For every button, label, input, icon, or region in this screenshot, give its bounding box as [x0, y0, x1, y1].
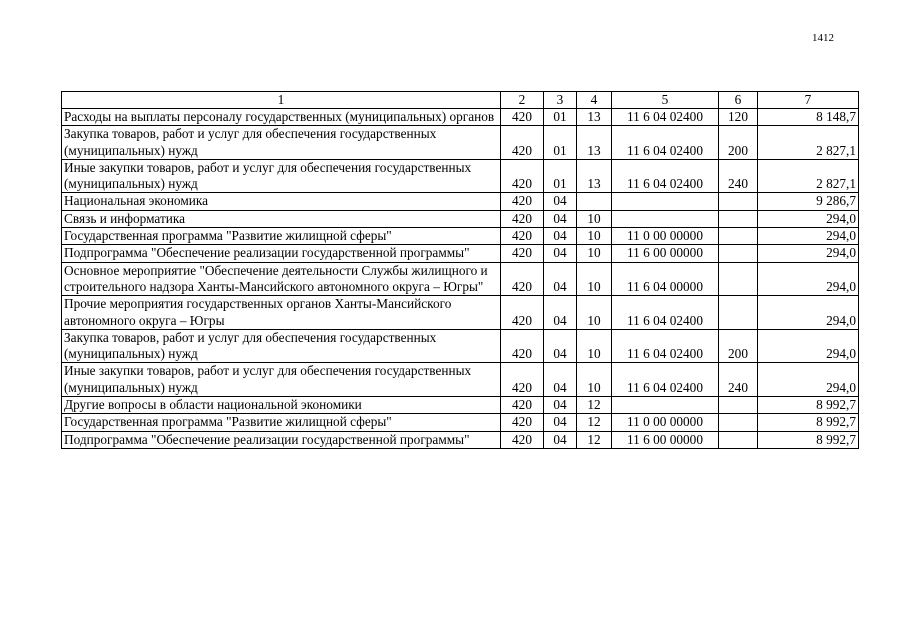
- row-ved-cell: 420: [501, 159, 544, 193]
- row-sum-cell: 9 286,7: [758, 193, 859, 210]
- header-cell: 7: [758, 92, 859, 109]
- row-rz-cell: 04: [544, 329, 577, 363]
- row-pr-cell: 10: [577, 228, 612, 245]
- table-row: [62, 193, 859, 210]
- row-rz-cell: 04: [544, 363, 577, 397]
- row-ved-cell: 420: [501, 329, 544, 363]
- row-sum-cell: 294,0: [758, 363, 859, 397]
- row-rz-cell: 01: [544, 109, 577, 126]
- row-ved-cell: 420: [501, 363, 544, 397]
- row-vr-cell: 120: [719, 109, 758, 126]
- row-pr-cell: 10: [577, 245, 612, 262]
- row-rz-cell: 04: [544, 397, 577, 414]
- row-rz-cell: 01: [544, 159, 577, 193]
- row-csr-cell: [612, 397, 719, 414]
- header-cell: 5: [612, 92, 719, 109]
- header-cell: 6: [719, 92, 758, 109]
- row-vr-cell: 200: [719, 126, 758, 160]
- row-name-cell: Прочие мероприятия государственных органов Ханты-Мансийского автономного округа – Югры: [62, 296, 501, 330]
- row-rz-cell: 04: [544, 431, 577, 448]
- row-name-cell: Закупка товаров, работ и услуг для обеспечения государственных (муниципальных) нужд: [62, 126, 501, 160]
- header-cell: 2: [501, 92, 544, 109]
- row-sum-cell: 294,0: [758, 296, 859, 330]
- table-row: [62, 245, 859, 262]
- row-pr-cell: 13: [577, 159, 612, 193]
- row-sum-cell: 294,0: [758, 228, 859, 245]
- row-sum-cell: 294,0: [758, 329, 859, 363]
- row-sum-cell: 294,0: [758, 245, 859, 262]
- row-sum-cell: 8 992,7: [758, 414, 859, 431]
- row-vr-cell: 240: [719, 159, 758, 193]
- row-vr-cell: [719, 431, 758, 448]
- row-csr-cell: [612, 193, 719, 210]
- table-row: [62, 228, 859, 245]
- row-sum-cell: 294,0: [758, 262, 859, 296]
- table-row: [62, 210, 859, 227]
- row-rz-cell: 04: [544, 414, 577, 431]
- row-rz-cell: 04: [544, 296, 577, 330]
- row-pr-cell: [577, 193, 612, 210]
- row-name-cell: Подпрограмма "Обеспечение реализации государственной программы": [62, 431, 501, 448]
- row-vr-cell: [719, 210, 758, 227]
- row-ved-cell: 420: [501, 296, 544, 330]
- row-csr-cell: 11 0 00 00000: [612, 228, 719, 245]
- table-row: [62, 414, 859, 431]
- row-name-cell: Закупка товаров, работ и услуг для обеспечения государственных (муниципальных) нужд: [62, 329, 501, 363]
- table-row: [62, 296, 859, 330]
- row-pr-cell: 12: [577, 431, 612, 448]
- row-pr-cell: 13: [577, 126, 612, 160]
- row-vr-cell: [719, 414, 758, 431]
- row-vr-cell: [719, 296, 758, 330]
- row-pr-cell: 10: [577, 296, 612, 330]
- row-name-cell: Связь и информатика: [62, 210, 501, 227]
- header-cell: 4: [577, 92, 612, 109]
- row-pr-cell: 12: [577, 397, 612, 414]
- row-csr-cell: 11 6 04 00000: [612, 262, 719, 296]
- table-row: [62, 126, 859, 160]
- row-vr-cell: [719, 397, 758, 414]
- row-sum-cell: 2 827,1: [758, 159, 859, 193]
- row-sum-cell: 8 992,7: [758, 431, 859, 448]
- header-cell: 1: [62, 92, 501, 109]
- row-name-cell: Расходы на выплаты персоналу государственных (муниципальных) органов: [62, 109, 501, 126]
- row-pr-cell: 10: [577, 210, 612, 227]
- row-ved-cell: 420: [501, 397, 544, 414]
- row-sum-cell: 8 148,7: [758, 109, 859, 126]
- table-row: [62, 109, 859, 126]
- row-csr-cell: 11 6 04 02400: [612, 126, 719, 160]
- row-vr-cell: 200: [719, 329, 758, 363]
- row-vr-cell: [719, 262, 758, 296]
- row-rz-cell: 04: [544, 193, 577, 210]
- row-name-cell: Иные закупки товаров, работ и услуг для обеспечения государственных (муниципальных) нужд: [62, 159, 501, 193]
- row-name-cell: Государственная программа "Развитие жилищной сферы": [62, 414, 501, 431]
- table-row: [62, 397, 859, 414]
- row-ved-cell: 420: [501, 109, 544, 126]
- row-vr-cell: [719, 193, 758, 210]
- budget-table-body: [62, 92, 859, 449]
- row-pr-cell: 13: [577, 109, 612, 126]
- table-row: [62, 329, 859, 363]
- row-csr-cell: 11 0 00 00000: [612, 414, 719, 431]
- row-rz-cell: 04: [544, 262, 577, 296]
- row-rz-cell: 04: [544, 228, 577, 245]
- row-csr-cell: 11 6 04 02400: [612, 363, 719, 397]
- row-csr-cell: 11 6 00 00000: [612, 431, 719, 448]
- row-vr-cell: [719, 228, 758, 245]
- table-row: [62, 159, 859, 193]
- row-pr-cell: 10: [577, 363, 612, 397]
- row-rz-cell: 01: [544, 126, 577, 160]
- row-name-cell: Национальная экономика: [62, 193, 501, 210]
- row-rz-cell: 04: [544, 245, 577, 262]
- row-name-cell: Государственная программа "Развитие жилищной сферы": [62, 228, 501, 245]
- row-ved-cell: 420: [501, 262, 544, 296]
- row-name-cell: Основное мероприятие "Обеспечение деятельности Службы жилищного и строительного надзора Ханты-Мансийского автономного округа – Югры": [62, 262, 501, 296]
- row-ved-cell: 420: [501, 414, 544, 431]
- row-sum-cell: 8 992,7: [758, 397, 859, 414]
- row-csr-cell: 11 6 00 00000: [612, 245, 719, 262]
- row-pr-cell: 12: [577, 414, 612, 431]
- row-sum-cell: 2 827,1: [758, 126, 859, 160]
- row-pr-cell: 10: [577, 329, 612, 363]
- row-csr-cell: 11 6 04 02400: [612, 329, 719, 363]
- row-ved-cell: 420: [501, 431, 544, 448]
- row-ved-cell: 420: [501, 245, 544, 262]
- page-number: 1412: [812, 32, 834, 44]
- table-row: [62, 363, 859, 397]
- row-ved-cell: 420: [501, 126, 544, 160]
- row-vr-cell: 240: [719, 363, 758, 397]
- budget-table: [61, 91, 859, 449]
- row-name-cell: Иные закупки товаров, работ и услуг для обеспечения государственных (муниципальных) нужд: [62, 363, 501, 397]
- row-vr-cell: [719, 245, 758, 262]
- row-ved-cell: 420: [501, 210, 544, 227]
- row-csr-cell: 11 6 04 02400: [612, 109, 719, 126]
- row-sum-cell: 294,0: [758, 210, 859, 227]
- header-cell: 3: [544, 92, 577, 109]
- row-csr-cell: 11 6 04 02400: [612, 159, 719, 193]
- row-ved-cell: 420: [501, 228, 544, 245]
- row-pr-cell: 10: [577, 262, 612, 296]
- row-name-cell: Другие вопросы в области национальной экономики: [62, 397, 501, 414]
- row-rz-cell: 04: [544, 210, 577, 227]
- row-csr-cell: [612, 210, 719, 227]
- table-row: [62, 431, 859, 448]
- row-csr-cell: 11 6 04 02400: [612, 296, 719, 330]
- table-header-row: [62, 92, 859, 109]
- row-ved-cell: 420: [501, 193, 544, 210]
- table-row: [62, 262, 859, 296]
- row-name-cell: Подпрограмма "Обеспечение реализации государственной программы": [62, 245, 501, 262]
